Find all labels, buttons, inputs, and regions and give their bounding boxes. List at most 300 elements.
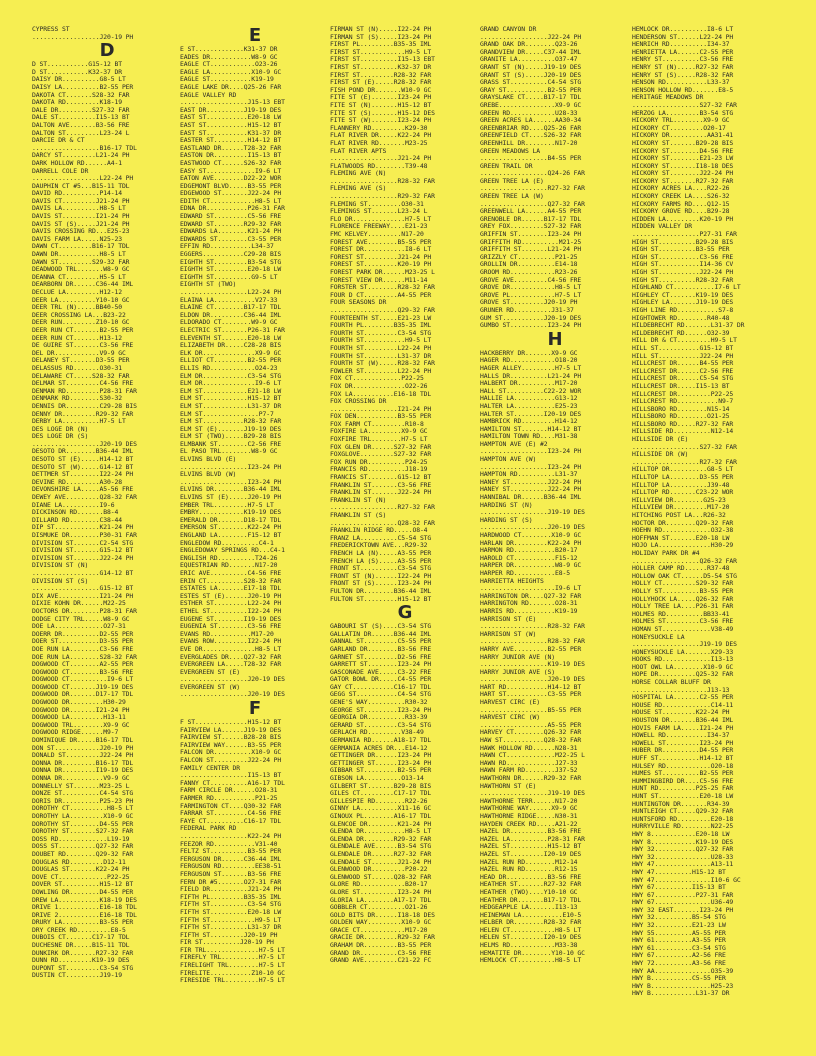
street-index-entry: FIRMAN ST (S).....I23-24 PH [330,32,432,41]
street-index-entry: DALE ST..........I15-13 BT [32,113,130,122]
street-index-entry: DIVISION ST (S) [32,576,89,585]
street-index-entry: ELK DR..............X9-9 GC [180,348,282,357]
street-index-entry: HELMS RD............M33-38 [480,941,578,950]
street-index-entry: HOLMES ST.........C3-56 FRE [632,617,734,626]
street-index-entry: GROVE AVE.........C4-56 FRE [480,275,582,284]
street-index-entry: GRIFFITH ST.......L21-24 PH [480,245,582,254]
street-index-entry: HWY AA...............O35-39 [632,966,734,975]
street-index-entry: HICKORY ST.......B29-28 BIS [632,138,734,147]
street-index-entry: FLAT RIVER APTS [330,146,387,155]
street-index-entry: HILLSIDE DR (W) [632,450,689,459]
street-index-entry: ENGLEDOWAY SPRINGS RD...C4-1 [180,546,285,555]
street-index-entry: DOGWOOD DR.......D17-17 TDL [32,690,134,699]
street-index-entry: GERMANIA RD......A18-17 TDL [330,736,432,745]
street-index-entry: GRANDVIEW DR.....C37-44 IML [480,47,582,56]
street-index-entry: ..................I15-13 BT [180,771,282,780]
street-index-entry: ELM DR............C3-54 STG [180,371,282,380]
street-index-entry: DOROTHY LA.........X10-9 GC [32,811,134,820]
street-index-entry: EIGHTH ST (TWO) [180,280,237,289]
street-index-entry: GROLLIN DR..........E14-18 [480,260,578,269]
street-index-entry: GOLD BITS DR......I18-18 DES [330,910,435,919]
street-index-entry: ..................R28-32 FAR [480,622,585,631]
street-index-entry: HWY 32 EAST.......I23-24 PH [632,905,734,914]
street-index-entry: HEDGEAPPLE LA.......I13-13 [480,903,578,912]
street-index-entry: DORIS DR..........P25-23 PH [32,796,134,805]
street-index-entry: FAIRVIEW WAY......B3-55 PER [180,740,282,749]
street-index-entry: HUNTSFORD RD.........E20-18 [632,814,734,823]
street-index-entry: DOROTHY ST.......S27-32 FAR [32,827,134,836]
street-index-entry: HAWTHORNE WAY......X9-9 GC [480,804,578,813]
street-index-entry: DEVINE RD.........A30-28 [32,477,122,486]
street-index-entry: GREEN TREE LA (E) [480,176,544,185]
street-index-entry: HOSPITAL LA.......C2-55 PER [632,693,734,702]
street-index-entry: ELVINS BLVD (W) [180,470,237,479]
street-index-entry: FERGUSON RD.........EE38-51 [180,862,282,871]
street-index-entry: DAUPHIN CT #5...B15-11 TDL [32,181,130,190]
street-index-entry: DICKINSON RD.......B8-4 [32,508,119,517]
street-index-entry: HIGH LINE RD...........S7-8 [632,305,734,314]
street-index-entry: DESOTO ST (W).....G14-12 BT [32,462,134,471]
street-index-entry: GLENWOOD ST......Q28-32 FAR [330,872,432,881]
street-index-entry: FAIRVIEW ST......B28-28 BIS [180,733,282,742]
street-index-entry: ..................Q26-32 FAR [632,556,737,565]
street-index-entry: ..................R27-32 FAR [480,184,585,193]
street-index-entry: HALBERT DR..........M17-20 [480,379,578,388]
street-index-entry: DOSS ST..........Q27-32 FAR [32,842,134,851]
street-index-entry: GREENBRIAR RD....Q25-26 FAR [480,123,582,132]
street-index-entry: DAVIS ST.........I21-24 PH [32,212,130,221]
street-index-entry: DEER TRL (N).....BB40-50 [32,303,122,312]
street-index-entry: ..................B5-55 PER [480,705,582,714]
street-index-entry: DOE LA.............O27-31 [32,622,126,631]
street-index-entry: F ST..............H15-12 BT [180,718,282,727]
street-index-entry: HOUSTON DR.......B36-44 IML [632,716,734,725]
street-index-entry: HAGER RD............O18-20 [480,356,578,365]
street-index-entry: DARCY ST.........L21-24 PH [32,151,130,160]
street-index-entry: HUNTLEIGH CT.....Q29-32 FAR [632,807,734,816]
street-index-entry: HUMMINGBIRD DR....C5-56 FRE [632,776,734,785]
street-index-entry: HOLLOW OAK CT......D5-54 STG [632,571,737,580]
street-index-entry: FLAT RIVER RD.......M23-25 [330,138,428,147]
street-index-entry: ELIZABETH DR.....C28-28 BIS [180,341,282,350]
street-index-entry: DARCIE DR & CT [32,136,85,145]
street-index-entry: HILDEBRECHT RD......O32-39 [632,328,730,337]
street-index-entry: ..................B16-17 TDL [32,143,137,152]
street-index-entry: FRENCH LA (N).....A3-55 PER [330,548,432,557]
street-index-entry: HOLLY TREE LA....P26-31 FAR [632,602,734,611]
index-column-1 [32,26,182,980]
street-index-entry: HIGH ST..........B3-55 PER [632,245,730,254]
street-index-entry: HILLTOP LA........D3-55 PER [632,473,734,482]
street-index-entry: HAWN RD.............J27-33 [480,758,578,767]
street-index-entry: FITE ST (S).......H15-12 DES [330,108,435,117]
street-index-entry: GRANITE LA..........O37-47 [480,55,578,64]
street-index-entry: HWY 8............E20-18 LW [632,829,730,838]
street-index-entry: ..................G15-12 BT [32,584,134,593]
street-index-entry: ETHEL ST..........I22-24 PH [180,606,282,615]
street-index-entry: EAGLE CT............O23-26 [180,60,278,69]
street-index-entry: HIGH ST...........C3-56 FRE [632,252,734,261]
street-index-entry: GRAND CANYON DR [480,26,537,33]
street-index-entry: HAMILTON TOWN RD....M31-38 [480,432,578,441]
street-index-entry: GASCONADE AVE.....C3-22 FRE [330,667,432,676]
street-index-entry: ELM ST............H15-12 BT [180,394,282,403]
street-index-entry: HEINEMAN LA...........E10-5 [480,910,582,919]
street-index-entry: GREEN MEADOWS LA [480,146,540,155]
street-index-entry: HWY 32..........B5-54 STG [632,913,726,922]
street-index-entry: FARMER RD...........P21-25 [180,794,278,802]
index-column-4 [480,26,630,965]
street-index-entry: ELLIOT CT.........B2-55 PER [180,356,282,365]
street-index-entry: FOXFIRE LA.........X9-9 GC [330,427,428,436]
street-index-entry: EASTWOOD CT......S26-32 FAR [180,158,282,167]
street-index-entry: HIGH ST..........B29-28 BIS [632,237,734,246]
street-index-entry: FLEMING ST.........O30-31 [330,199,424,208]
street-index-entry: HILLVIEW DR........G25-23 [632,495,726,504]
street-index-entry: HICKORY ST.......I18-18 DES [632,161,734,170]
street-index-entry: HALL ST..........C22-22 WOR [480,386,582,395]
street-index-entry: DIVISION ST.......C2-54 STG [32,538,134,547]
street-index-entry: GIBBAR ST.........B2-55 PER [330,766,432,775]
street-index-entry: HWY 67...........P27-31 FAR [632,890,734,899]
street-index-entry: DAVIS ST (S).....J21-24 PH [32,219,130,228]
street-index-entry: FOUR SEASONS DR [330,298,387,307]
street-index-entry: ..................R28-32 FAR [330,176,435,185]
street-index-entry: HILLSBORO RD.....R27-32 FAR [632,419,734,428]
street-index-entry: DRIVE 2...........E16-18 TDL [32,910,137,919]
street-index-entry: GLENDA DR...........H8-5 LT [330,827,432,836]
street-index-entry: GLENDALE AVE......B3-54 STG [330,842,432,851]
street-index-entry: FRENCH LA (S).....A3-55 PER [330,556,432,565]
street-index-entry: HARRY JUNIOR AVE (S) [480,667,555,676]
street-index-entry: EDWARDS ST........C3-55 PER [180,234,282,243]
street-index-entry: DOUGLAS RD.........D12-11 [32,857,126,866]
street-index-entry: HILLSIDE RD..........N12-14 [632,427,734,436]
street-index-entry: HARDWOOD CT........X10-9 GC [480,531,582,539]
street-index-entry: EGGERS...........C29-28 BIS [180,250,282,259]
street-index-entry: DAWN CT.........B16-17 TDL [32,242,130,251]
street-index-entry: ELM ST (TWO).....B29-28 BIS [180,432,282,441]
street-index-entry: ELM ST...........R28-32 FAR [180,417,282,426]
street-index-entry: DESOTO ST (E).....H14-12 BT [32,455,134,464]
street-index-entry: DAKOTA RD.........K18-19 [32,98,122,107]
street-index-entry: FARMINGTON CT....Q30-32 FAR [180,801,282,810]
street-index-entry: DELASSUS RD.......O30-31 [32,363,122,372]
street-index-entry: EVERGLADES DR....Q27-32 FAR [180,652,282,661]
street-index-entry: FRONT ST..........C3-54 STG [330,564,432,573]
street-index-entry: HEATHER DR.......B17-17 TDL [480,895,582,904]
street-index-entry: FLEMINGS ST.......L23-24 L [330,207,428,216]
street-index-entry: HWY 8............K19-19 DES [632,837,734,846]
street-index-entry: DIVISION ST.......G15-12 BT [32,546,134,555]
street-index-entry: EMERSON ST........K22-24 PH [180,523,282,532]
street-index-entry: HULSEY RD............O20-18 [632,761,734,770]
street-index-entry: ENGLEDOW RD..........C4-1 [180,538,274,547]
street-index-entry: FIFTH ST............H9-5 LT [180,915,282,924]
street-index-entry: DOGWOOD CT.......J19-19 DES [32,682,134,691]
street-index-entry: ....................I9-6 LT [480,584,582,593]
street-index-entry: HWY 67..........A2-56 FRE [632,951,726,960]
street-index-entry: FIRST ST..........K32-37 DR [330,62,432,71]
street-index-entry: HOFFMAN ST.......E20-18 LW [632,533,730,542]
street-index-entry: HENRIETTA LA......C2-55 PER [632,47,734,56]
street-index-entry: HAW ST...........Q28-32 FAR [480,736,582,745]
street-index-entry: DERBY LA..........H7-5 LT [32,417,126,426]
street-index-entry: ELLIS RD............O24-23 [180,363,278,372]
street-index-entry: EUGENIA ST........C3-56 FRE [180,622,282,631]
street-index-entry: HEATHER (TWO)....Y10-10 GC [480,887,578,896]
street-index-entry: HIGHLEY LA.......J19-19 DES [632,298,734,307]
street-index-entry: EMBRY............K19-19 DES [180,508,282,517]
street-index-entry: HICKORY TRL........X9-9 GC [632,116,730,125]
street-index-entry: FALCON DR..........X10-9 GC [180,748,282,757]
section-letter-heading: D [99,40,115,62]
street-index-entry: DONNA DR.........B16-17 TDL [32,758,134,767]
street-index-entry: HARRISON ST (E) [480,614,537,623]
street-index-entry: GLENDALE DR......R27-32 FAR [330,849,432,858]
street-index-entry: HWY 32...........Q27-32 FAR [632,845,734,854]
street-index-entry: DOCTORS DR........P28-31 FAR [32,606,137,615]
street-index-entry: HWY 32..........E21-23 LW [632,921,726,930]
street-index-entry: DELAWARE CT.....S28-32 FAR [32,371,130,380]
street-index-entry: HART ST...........C3-55 PER [480,690,582,699]
street-index-entry: FAMILY CENTER DR [180,763,240,772]
street-index-entry: DOVE CT.............P22-25 [32,872,130,881]
street-index-entry: ..................I23-24 PH [480,462,582,471]
street-index-entry: HWY 32...............U28-33 [632,852,734,861]
street-index-entry: HACKBERRY DR.......X9-9 GC [480,348,578,357]
street-index-entry: DONALD ST.........J22-24 PH [32,751,134,760]
street-index-entry: FOREST VIEW DR......M11-14 [330,275,428,284]
street-index-entry: HICKORY ST........E21-23 LW [632,154,734,163]
street-index-entry: HAWN CT.............M22-25 L [480,751,585,760]
street-index-entry: FOREST AVE........B5-55 PER [330,237,432,246]
street-index-entry: DUNKIRK DR.......R27-32 FAR [32,948,134,957]
street-index-entry: FAYE CT..........C16-17 TDL [180,816,282,825]
street-index-entry: ..................A5-55 PER [480,720,582,729]
street-index-entry: EADES DR...........W8-9 GC [180,52,278,61]
street-index-entry: FRANKLIN ST.......J22-24 PH [330,488,432,497]
street-index-entry: HICKORY CT.........O20-17 [632,123,726,132]
street-index-entry: HICKORY ST........D4-56 FRE [632,146,734,155]
street-index-entry: EVANS ROW.........I22-24 PH [180,637,282,646]
section-letter-heading: H [547,328,563,350]
street-index-entry: HOVIS FARM LA.....I21-24 PH [632,723,734,732]
street-index-entry: EAGLE LAKE DR....Q25-26 FAR [180,82,282,91]
street-index-entry: HWY 72..........A3-56 FRE [632,959,726,968]
street-index-entry: HWY 47..........H15-12 BT [632,867,726,876]
street-index-entry: DOGWOOD CT........A2-55 PER [32,660,134,669]
street-index-entry: HARLAN DR.........K22-24 PH [480,538,582,547]
street-index-entry: ..................J20-19 DES [180,675,285,684]
street-index-entry: DAVIS LA..........H8-5 LT [32,204,126,213]
street-index-entry: HENSON RD...........L33-37 [632,78,730,87]
street-index-entry: DONNA DR...........V9-9 GC [32,774,130,782]
street-index-entry: HARRY JUNIOR AVE (N) [480,652,555,661]
street-index-entry: HWY 55..........A5-55 PER [632,928,726,937]
street-index-entry: HANEY ST..........J22-24 PH [480,477,582,486]
street-index-entry: GREEN TREE LA (W) [480,192,544,201]
street-index-entry: DUNN RD.........K19-19 DES [32,956,130,965]
street-index-entry: HIGH ST...........I14-36 CV [632,260,734,269]
street-index-entry: DECLUE LA.........H12-12 [32,288,122,296]
section-letter-heading: F [248,698,262,720]
street-index-entry: FITE ST (N).......H15-12 BT [330,100,432,109]
street-index-entry: ..................R27-32 FAR [330,503,435,512]
street-index-entry: ELVINS ST (E).....J20-19 PH [180,493,282,502]
street-index-entry: FRONT ST (S)......I23-24 PH [330,579,432,588]
street-index-entry: HALLIE LA...........G13-12 [480,394,578,403]
street-index-entry: DILLARD RD........C38-44 [32,515,122,524]
street-index-entry: FOURTH ST...........H9-5 LT [330,336,432,345]
street-index-entry: FOREST ST.........J21-24 PH [330,252,432,261]
street-index-entry: ..................I23-24 PH [180,477,282,486]
street-index-entry: FIFTH ST..........C3-54 STG [180,900,282,909]
street-index-entry: HIGH ST..........R28-32 FAR [632,275,734,284]
street-index-entry: HART RD...........H14-12 BT [480,682,582,691]
street-index-entry: HILL DR & CT.........H9-5 LT [632,336,737,345]
street-index-entry: FLEMING AVE (S) [330,184,387,193]
street-index-entry: FIREFLY TRL..........H7-5 LT [180,953,285,962]
street-index-entry: FOURTH ST (W).....R28-32 FAR [330,359,435,368]
street-index-entry: DOER ST...........D3-55 PER [32,637,134,646]
street-index-entry: HITCHING POST LA...R26-32 [632,511,726,519]
street-index-entry: HAYDEN CREEK RD.....A21-22 [480,819,578,828]
street-index-entry: GROVE PL............H7-5 LT [480,290,582,299]
street-index-entry: DES LOGE DR (S) [32,432,89,441]
street-index-entry: EAST ST...........H15-12 BT [180,120,282,129]
street-index-entry: HAZEL LA..........P28-31 FAR [480,834,585,843]
street-index-entry: HAMILTON ST.......H14-12 BT [480,424,582,433]
street-index-entry: ..................I23-24 PH [480,447,582,456]
street-index-entry: FOX DR..............O22-26 [330,381,428,390]
street-index-entry: HAMPTON AVE (E) #2 [480,439,548,448]
street-index-entry: GREEN RD............U28-33 [480,108,578,117]
street-index-entry: FLAT RIVER DR.....K22-24 PH [330,131,432,140]
street-index-entry: HELEN ST.........I20-19 DES [480,933,582,942]
street-index-entry: GENE'S WAY..........R30-32 [330,698,428,707]
street-index-entry: DRIVE 1...........E16-18 TDL [32,903,137,912]
street-index-entry: HENSON HOLLOW RD.......E8-5 [632,85,734,94]
street-index-entry: HILLCREST DR......C2-56 FRE [632,366,734,375]
street-index-entry: DALE DR.........S27-32 FAR [32,105,130,114]
street-index-entry: HAWTHORNE RIDGE.....N30-31 [480,811,578,820]
street-index-entry: FREDERICKTOWN AVE...R29-32 [330,541,428,550]
street-index-entry: DAVIS CT.........J21-24 PH [32,196,130,205]
street-index-entry: E ST.............K31-37 DR [180,45,278,53]
street-index-entry: DEADWOOD TRL.......W8-9 GC [32,265,130,274]
street-index-entry: ..................R28-32 FAR [480,637,585,646]
street-index-entry: EASTON DR.........I15-13 BT [180,151,282,160]
street-index-entry: FOURTH ST.........C3-54 STG [330,328,432,337]
street-index-entry: GREEN ACRES LA......AA30-34 [480,116,582,125]
street-index-entry: EDWARD ST.........C5-56 FRE [180,212,282,221]
street-index-entry: GAY CT...........C16-17 TDL [330,682,432,691]
street-index-entry: ELM DR..............I9-6 LT [180,379,282,388]
street-index-entry: EMBER TRL.........H7-5 LT [180,500,274,509]
street-index-entry: GREENWELL LA......A4-55 PER [480,207,582,216]
street-index-entry: ..................S27-32 FAR [632,100,737,109]
street-index-entry: FOX CT.............P22-25 [330,374,424,383]
street-index-entry: GROVE DR............H8-5 LT [480,283,582,292]
street-index-entry: FOURTH ST.........L22-24 PH [330,343,432,352]
street-index-entry: GRASS ST..........C4-54 STG [480,78,582,87]
street-index-entry: HWY 61..........C3-54 STG [632,943,726,952]
street-index-entry: ELDON DR.........C36-44 IML [180,310,282,319]
street-index-entry: HERZOG LA.........B3-54 STG [632,108,734,117]
street-index-entry: HARDING ST (S) [480,515,533,524]
street-index-entry: D ST...........G15-12 BT [32,60,122,69]
street-index-entry: DOGWOOD CT........B3-56 FRE [32,667,134,676]
street-index-entry: FERGUSON DR......C36-44 IML [180,854,282,863]
street-index-entry: DELMAR ST.........C4-56 FRE [32,379,134,388]
street-index-entry: HWY B............L31-37 DR [632,989,730,998]
street-index-entry: FOX FARM CT.........R10-8 [330,419,424,428]
street-index-entry: DOGWOOD TRL........X9-9 GC [32,720,130,729]
street-index-entry: FRANCIS RD..........J18-19 [330,465,428,474]
street-index-entry: GARRETT ST........I23-24 PH [330,660,432,669]
street-index-entry: HIGHLAND CT...........I7-6 LT [632,283,741,292]
street-index-entry: HEAD DR...........B3-56 FRE [480,872,582,881]
street-index-entry: GEORGIA DR..........R33-39 [330,713,428,722]
street-index-entry: GRAHAM DR.........B3-55 PER [330,941,432,950]
street-index-entry: ELECTRIC ST.......P26-31 FAR [180,325,285,334]
street-index-entry: DOSS RD.............L19-19 [32,834,130,843]
street-index-entry: DENMARK RD........S30-32 [32,394,122,403]
street-index-entry: GLENDALE ST.......J21-24 PH [330,857,432,866]
street-index-entry: GRAND DR..........C3-56 FRE [330,948,432,957]
street-index-entry: ERIC AVE..........C4-56 FRE [180,568,282,577]
street-index-entry: GRANT ST (N).....J19-19 DES [480,62,582,71]
street-index-entry: FIRST PL.........B35-35 IML [330,40,432,49]
street-index-entry: HAZEL DR..........B3-56 FRE [480,827,582,836]
street-index-entry: GRIFFITH RD..........M21-25 [480,237,582,246]
street-index-entry: ELDORADO CT........W9-9 GC [180,318,278,327]
street-index-entry: HWY 67...............U36-49 [632,898,734,907]
street-index-entry: EVERGREEN ST (E) [180,667,240,676]
street-index-entry: FRANKLIN RIDGE RD.....O8-4 [330,526,428,535]
street-index-entry: EAGLE ST...........K19-19 [180,75,274,84]
street-index-entry: GIBSON LA..........O13-14 [330,774,424,782]
street-index-entry: DAISY DR..........G8-5 LT [32,75,126,84]
street-index-entry: FOURTH PL........B35-35 IML [330,321,432,330]
street-index-entry: HENDERSON ST......L22-24 PH [632,32,734,41]
street-index-entry: ..................L22-24 PH [32,174,134,183]
street-index-entry: DELANEY ST.......D3-55 PER [32,356,130,365]
street-index-entry: DRURY LA..........B3-55 PER [32,918,134,927]
street-index-entry: FRANKLIN ST (S) [330,511,387,519]
street-index-entry: HILLSBORO RD........N15-14 [632,404,730,413]
street-index-entry: HILLSIDE DR (E) [632,435,689,444]
street-index-entry: HIGHTOWER RD........R40-48 [632,313,730,322]
street-index-entry: FIRST ST..........I15-13 EBT [330,55,435,64]
street-index-entry: DONNELLY ST.......M23-25 L [32,781,130,790]
street-index-entry: EFFIN RD...........L34-37 [180,242,274,251]
street-index-entry: DAWN ST.........S29-32 FAR [32,257,130,266]
street-index-entry: HOOT OWL LA........X10-9 GC [632,662,734,671]
street-index-entry: FRONT ST (N)......I22-24 PH [330,571,432,580]
street-index-entry: EVE DR..............H8-5 LT [180,644,282,653]
street-index-entry: HIDDEN LA.........K20-19 PH [632,214,734,223]
street-index-entry: FOREST DR...........I8-6 LT [330,245,432,254]
street-index-entry: GLORIA LA........A17-17 TDL [330,895,432,904]
street-index-entry: FRANKLIN ST (N) [330,495,387,504]
street-index-entry: GABOURI ST (S)....C3-54 STG [330,622,432,631]
street-index-entry: ELVINS BLVD (E) [180,455,237,464]
street-index-entry: DUBOIS CT.......C17-17 TDL [32,933,130,942]
street-index-entry: GROVE ST.........J20-19 PH [480,298,578,307]
street-index-entry: DALTON AVE.......B3-56 FRE [32,120,130,129]
